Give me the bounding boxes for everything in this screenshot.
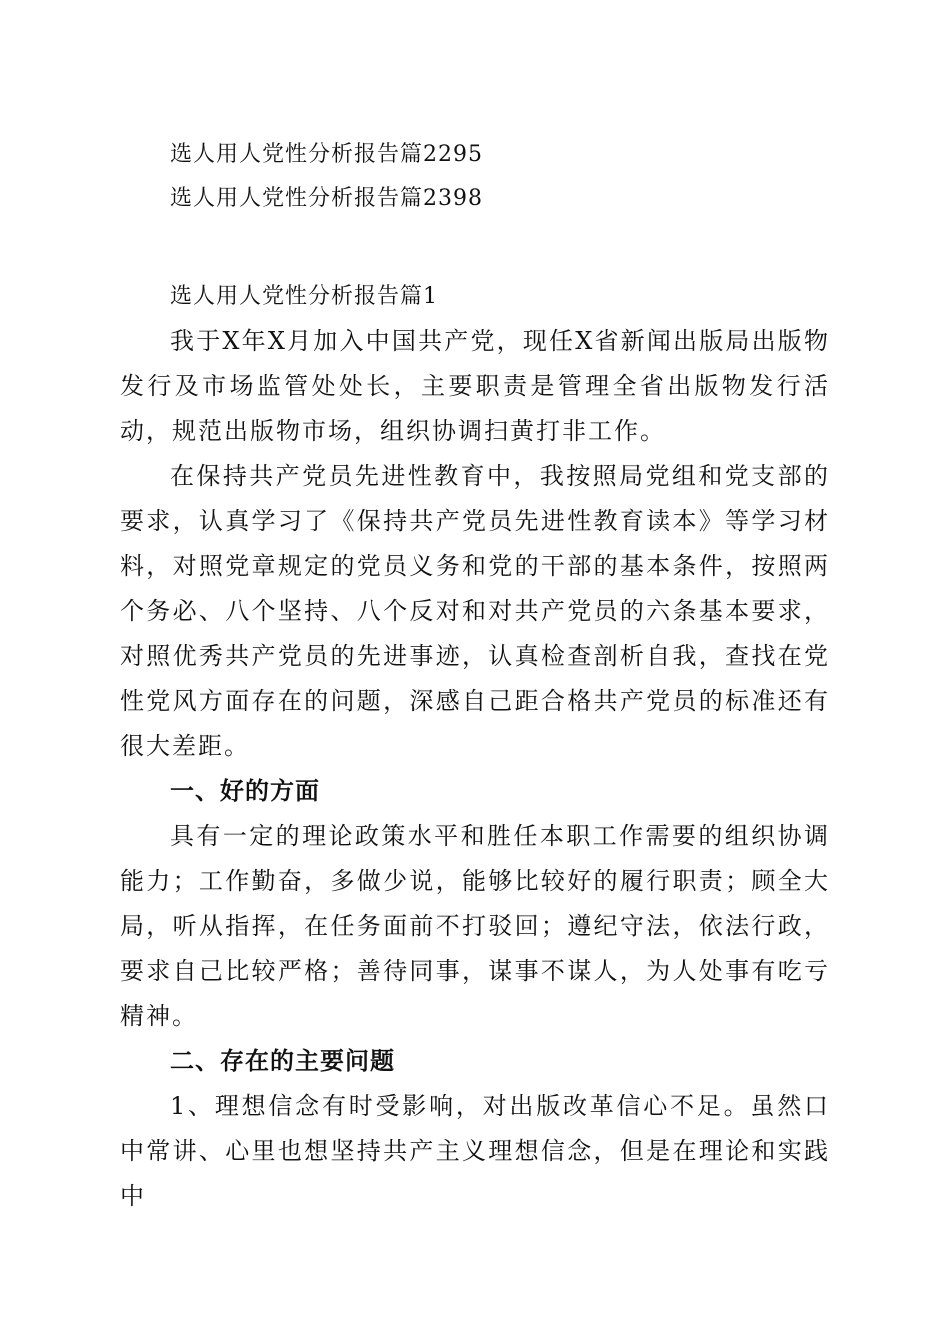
section-heading-strengths: 一、好的方面 — [170, 777, 320, 805]
intro-paragraph: 在保持共产党员先进性教育中，我按照局党组和党支部的要求，认真学习了《保持共产党员先进性教育读本》等学习材料，对照党章规定的党员义务和党的干部的基本条件，按照两个务必、八个坚持、八个反对和对共产党员的六条基本要求，对照优秀共产党员的先进事迹，认真检查剖析自我，查找在党性党风方面存在的问题，深感自己距合格共产党员的标准还有很大差距。 — [120, 462, 830, 760]
strengths-paragraph: 具有一定的理论政策水平和胜任本职工作需要的组织协调能力；工作勤奋，多做少说，能够比较好的履行职责；顾全大局，听从指挥，在任务面前不打驳回；遵纪守法，依法行政，要求自己比较严格；善待同事，谋事不谋人，为人处事有吃亏精神。 — [120, 822, 830, 1030]
toc-entry[interactable]: 选人用人党性分析报告篇2295 — [170, 142, 483, 167]
article-title: 选人用人党性分析报告篇1 — [170, 284, 438, 309]
toc-entry[interactable]: 选人用人党性分析报告篇2398 — [170, 186, 483, 211]
document-page — [120, 140, 830, 1219]
section-heading-problems: 二、存在的主要问题 — [170, 1047, 395, 1075]
problems-paragraph: 1、理想信念有时受影响，对出版改革信心不足。虽然口中常讲、心里也想坚持共产主义理想信念，但是在理论和实践中 — [120, 1092, 830, 1210]
spacer — [120, 214, 830, 274]
intro-paragraph: 我于X年X月加入中国共产党，现任X省新闻出版局出版物发行及市场监管处处长，主要职责是管理全省出版物发行活动，规范出版物市场，组织协调扫黄打非工作。 — [120, 327, 830, 445]
